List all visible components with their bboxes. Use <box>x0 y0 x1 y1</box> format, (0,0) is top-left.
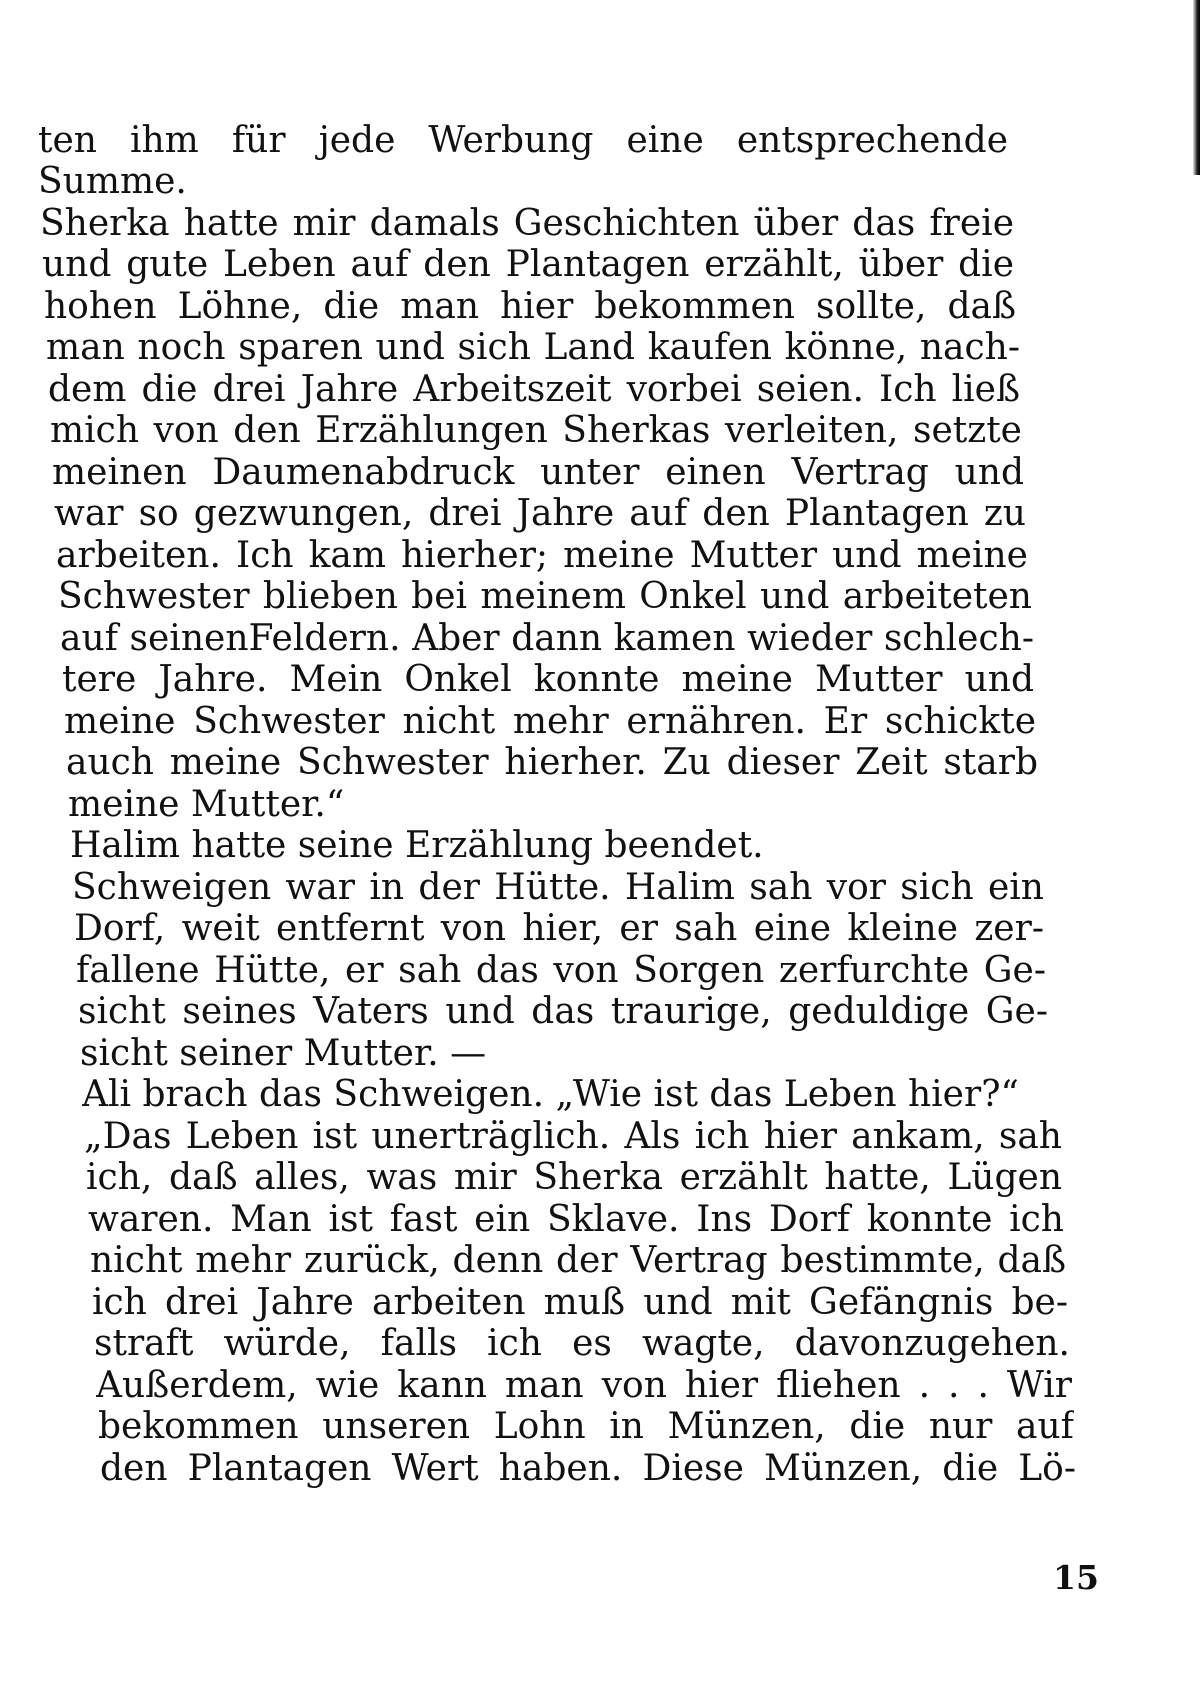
text-line: Ali brach das Schweigen. „Wie ist das Leben hier?“ <box>82 1074 1019 1115</box>
text-line: Sherka hatte mir damals Geschichten über das freie <box>40 203 1014 244</box>
text-line: „Das Leben ist unerträglich. Als ich hier ankam, sah <box>84 1116 1062 1157</box>
text-line: Schwester blieben bei meinem Onkel und arbeiteten <box>58 576 1032 617</box>
text-line: waren. Man ist fast ein Sklave. Ins Dorf konnte ich <box>88 1199 1064 1240</box>
text-line: meinen Daumenabdruck unter einen Vertrag und <box>52 452 1024 493</box>
text-line: ich, daß alles, was mir Sherka erzählt hatte, Lügen <box>86 1157 1062 1198</box>
text-line: meine Mutter.“ <box>68 784 345 825</box>
text-line: man noch sparen und sich Land kaufen könne, nach- <box>46 327 1020 368</box>
text-line: bekommen unseren Lohn in Münzen, die nur auf <box>98 1406 1074 1447</box>
text-line: war so gezwungen, drei Jahre auf den Plantagen zu <box>54 493 1026 534</box>
text-line: ich drei Jahre arbeiten muß und mit Gefängnis be- <box>92 1282 1068 1323</box>
text-line: sicht seiner Mutter. — <box>80 1033 487 1074</box>
page-number: 15 <box>1053 1558 1099 1597</box>
text-line: fallene Hütte, er sah das von Sorgen zerfurchte Ge- <box>76 950 1046 991</box>
text-line: den Plantagen Wert haben. Diese Münzen, die Lö- <box>100 1448 1076 1489</box>
text-line: Schweigen war in der Hütte. Halim sah vor sich ein <box>72 867 1044 908</box>
text-line: ten ihm für jede Werbung eine entsprechende <box>38 120 1008 161</box>
text-line: Halim hatte seine Erzählung beendet. <box>70 825 764 866</box>
text-line: tere Jahre. Mein Onkel konnte meine Mutter und <box>62 659 1034 700</box>
text-line: hohen Löhne, die man hier bekommen sollte, daß <box>44 286 1016 327</box>
text-line: Summe. <box>38 161 187 202</box>
text-line: Außerdem, wie kann man von hier fliehen . . . Wir <box>96 1365 1072 1406</box>
text-line: mich von den Erzählungen Sherkas verleiten, setzte <box>50 410 1022 451</box>
text-line: auch meine Schwester hierher. Zu dieser Zeit starb <box>66 742 1038 783</box>
text-line: auf seinenFeldern. Aber dann kamen wieder schlech- <box>60 618 1034 659</box>
text-line: Dorf, weit entfernt von hier, er sah eine kleine zer- <box>74 908 1044 949</box>
text-line: meine Schwester nicht mehr ernähren. Er schickte <box>64 701 1036 742</box>
text-line: straft würde, falls ich es wagte, davonzugehen. <box>94 1323 1070 1364</box>
text-line: arbeiten. Ich kam hierher; meine Mutter und meine <box>56 535 1028 576</box>
text-line: dem die drei Jahre Arbeitszeit vorbei seien. Ich ließ <box>48 369 1020 410</box>
text-line: sicht seines Vaters und das traurige, geduldige Ge- <box>78 991 1048 1032</box>
text-line: und gute Leben auf den Plantagen erzählt, über die <box>42 244 1014 285</box>
text-line: nicht mehr zurück, denn der Vertrag bestimmte, daß <box>90 1240 1066 1281</box>
